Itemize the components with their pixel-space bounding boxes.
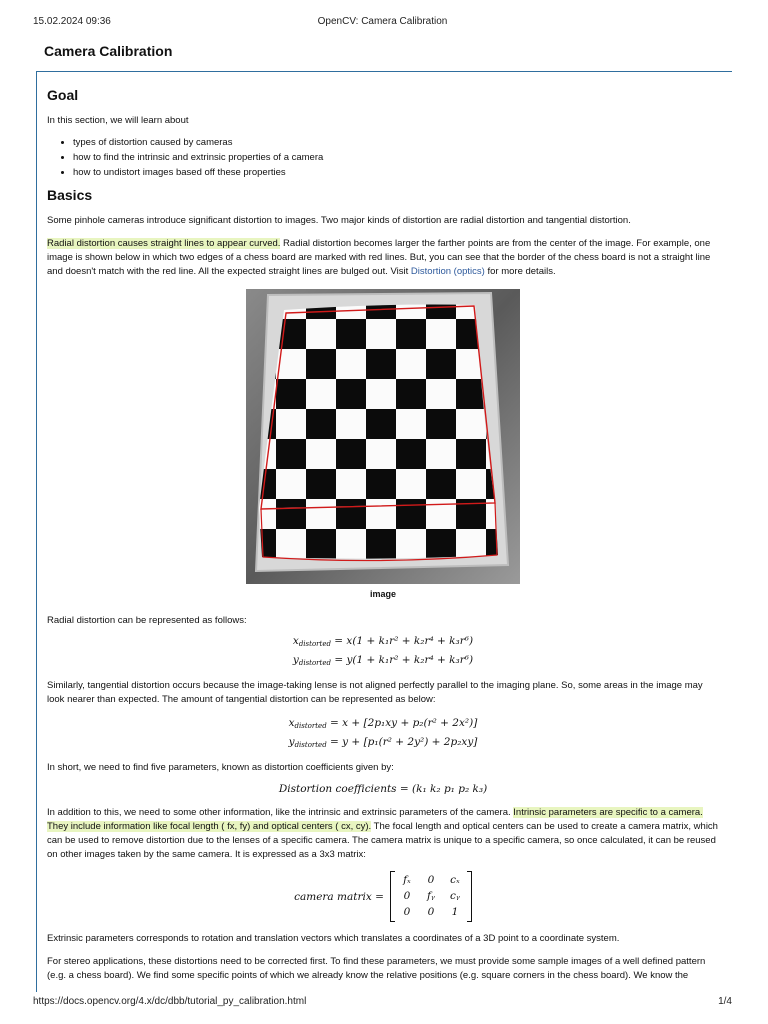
print-page-number: 1/4 [718, 996, 732, 1007]
goal-list-item: • types of distortion caused by cameras [73, 135, 719, 150]
goal-list-item: • how to undistort images based off these properties [73, 165, 719, 180]
basics-paragraph-2-tail: for more details. [484, 266, 556, 277]
matrix-cell: cₓ [450, 874, 460, 886]
basics-paragraph-2-text: Radial distortion becomes larger the farther points are from the center of the image. For example, one image is shown below in which two edges of a chess board are marked with red lines. But, you can see that the border of the chess board is not a straight line and doesn't match with the red line. All the expected straight lines are bulged out. Visit [47, 238, 711, 277]
print-page-title: OpenCV: Camera Calibration [317, 16, 448, 27]
matrix-cell: fᵧ [426, 890, 435, 902]
content-left-border [36, 72, 37, 992]
print-url: https://docs.opencv.org/4.x/dc/dbb/tutorial_py_calibration.html [33, 996, 307, 1007]
basics-paragraph-5: In short, we need to find five parameters, known as distortion coefficients given by: [47, 762, 394, 773]
basics-paragraph-6-text: The focal length and optical centers can be used to create a camera matrix, which can be used to remove distortion due to the lenses of a specific camera. The camera matrix is unique to a specific camera, so once calculated, it can be reused on other images taken by the same camera. It is expressed as a 3x3 matrix: [47, 821, 718, 860]
tangential-equation-y: $y_{distorted} = y + [p_1(r^2 + 2y^2) + 2p_2xy]$ [288, 736, 478, 749]
goal-heading: Goal [47, 87, 79, 103]
highlight-radial: Radial distortion causes straight lines to appear curved. [47, 238, 281, 249]
highlight-intrinsic: Intrinsic parameters are specific to a camera. They include information like focal length ( fx, fy) and optical centers ( cx, cy). [47, 807, 703, 832]
basics-paragraph-6-start: In addition to this, we need to some other information, like the intrinsic and extrinsic parameters of the camera. [47, 807, 514, 818]
camera-matrix-label: camera matrix = [294, 890, 384, 903]
matrix-cell: 0 [403, 890, 411, 902]
radial-equations [47, 633, 719, 671]
goal-list [47, 135, 719, 180]
matrix-cell: 0 [427, 874, 435, 886]
title-divider [36, 71, 732, 72]
camera-matrix [390, 871, 472, 922]
goal-list-item: • how to find the intrinsic and extrinsic properties of a camera [73, 150, 719, 165]
basics-paragraph-6 [47, 806, 719, 862]
chessboard-image [246, 289, 520, 584]
matrix-cell: fₓ [403, 874, 411, 886]
matrix-cell: cᵧ [449, 890, 460, 902]
distortion-coefficients-equation: Distortion coefficients = (k₁ k₂ p₁ p₂ k₃) [278, 783, 488, 795]
goal-intro: In this section, we will learn about [47, 115, 189, 126]
basics-paragraph-7: Extrinsic parameters corresponds to rotation and translation vectors which translates a coordinates of a 3D point to a coordinate system. [47, 933, 620, 944]
radial-equation-x: $x_{distorted} = x(1 + k_1r^2 + k_2r^4 + k_3r^6)$ [292, 635, 474, 648]
matrix-cell: 1 [451, 906, 459, 918]
matrix-cell: 0 [403, 906, 411, 918]
print-footer [33, 996, 732, 1010]
image-caption: image [369, 589, 396, 599]
basics-heading: Basics [47, 187, 93, 203]
matrix-cell: 0 [427, 906, 435, 918]
basics-paragraph-2 [47, 237, 719, 279]
radial-equation-y: $y_{distorted} = y(1 + k_1r^2 + k_2r^4 + k_3r^6)$ [292, 654, 474, 667]
article-content [47, 88, 719, 983]
tangential-equation-x: $x_{distorted} = x + [2p_1xy + p_2(r^2 + 2x^2)]$ [288, 717, 478, 730]
checker-pattern-bottom [259, 503, 498, 559]
basics-paragraph-8: For stereo applications, these distortions need to be corrected first. To find these parameters, we must provide some sample images of a well defined pattern (e.g. a chess board). We find some specific points of which we already know the relative positions (e.g. square corners in the chess board). We know the [47, 956, 706, 981]
basics-paragraph-4: Similarly, tangential distortion occurs because the image-taking lense is not aligned perfectly parallel to the imaging plane. So, some areas in the image may look nearer than expected. The amount of tangential distortion can be represented as below: [47, 680, 703, 705]
camera-matrix-equation [47, 871, 719, 922]
print-timestamp: 15.02.2024 09:36 [33, 16, 111, 27]
page-title: Camera Calibration [44, 43, 173, 59]
chessboard-figure [47, 289, 719, 601]
checker-pattern [259, 305, 495, 508]
distortion-optics-link[interactable]: Distortion (optics) [410, 266, 485, 277]
print-header [33, 16, 732, 30]
basics-paragraph-3: Radial distortion can be represented as follows: [47, 615, 247, 626]
basics-paragraph-1: Some pinhole cameras introduce significant distortion to images. Two major kinds of distortion are radial distortion and tangential distortion. [47, 215, 631, 226]
tangential-equations [47, 715, 719, 753]
